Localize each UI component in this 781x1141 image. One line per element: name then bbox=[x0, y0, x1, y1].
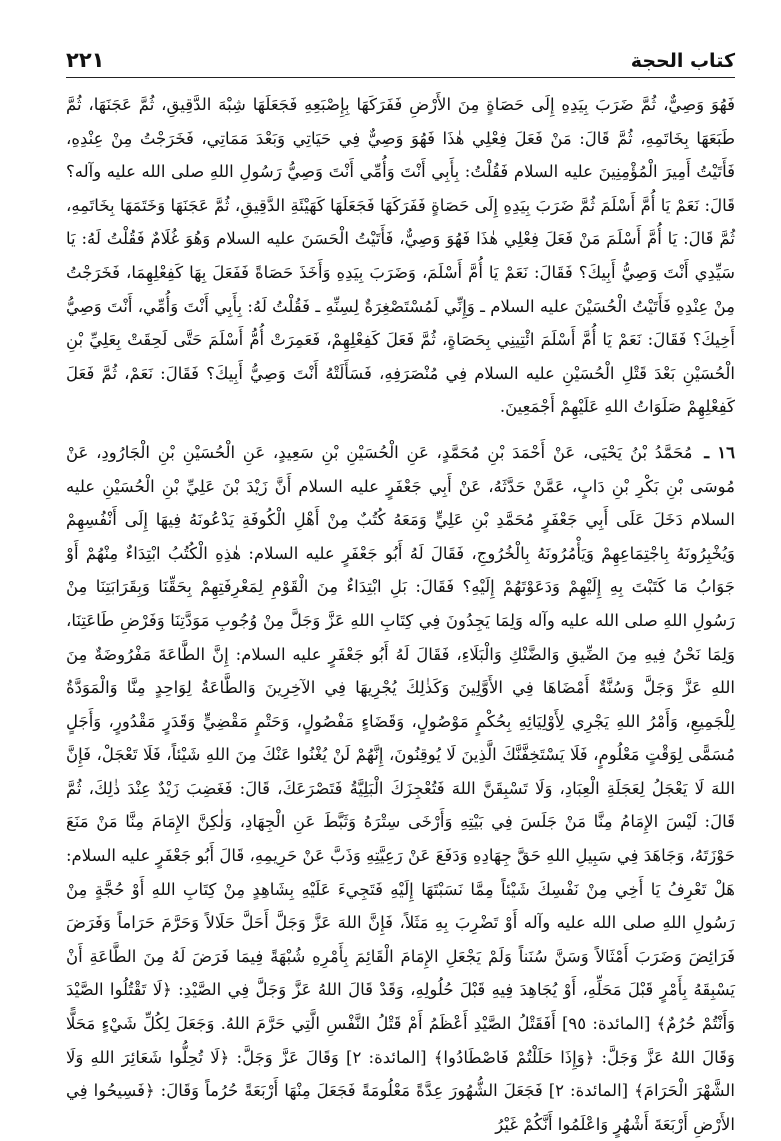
page-number: ٢٢١ bbox=[66, 48, 105, 72]
paragraph-hadith-16 bbox=[66, 436, 735, 1141]
paragraph-continuation bbox=[66, 88, 735, 424]
book-title: كتاب الحجة bbox=[630, 50, 735, 72]
header-rule bbox=[66, 77, 735, 78]
hadith-number: ١٦ ـ bbox=[704, 442, 735, 462]
body-text bbox=[66, 88, 736, 1134]
paragraph-text: فَهُوَ وَصِيٌّ، ثُمَّ ضَرَبَ بِيَدِهِ إِلَى حَصَاةٍ مِنَ الأَرْضِ فَفَرَكَهَا بِإِصْبَعِهِ فَجَعَلَهَا شِبْهَ الدَّقِيقِ، ثُمَّ عَجَنَهَا، ثُمَّ طَبَعَهَا بِخَاتَمِهِ، ثُمَّ قَالَ: مَنْ فَعَلَ فِعْلِي هٰذَا فَهُوَ وَصِيٌّ فِي حَيَاتِي وَبَعْدَ مَمَاتِي، فَخَرَجْتُ مِنْ عِنْدِهِ، فَأَتَيْتُ أَمِيرَ الْمُؤْمِنِينَ عليه السلام فَقُلْتُ: بِأَبِي أَنْتَ وَأُمِّي أَنْتَ وَصِيُّ رَسُولِ اللهِ صلى الله عليه وآله؟ قَالَ: نَعَمْ يَا أُمَّ أَسْلَمَ ثُمَّ ضَرَبَ بِيَدِهِ إِلَى حَصَاةٍ فَفَرَكَهَا فَجَعَلَهَا كَهَيْئَةِ الدَّقِيقِ، ثُمَّ عَجَنَهَا وَخَتَمَهَا بِخَاتَمِهِ، ثُمَّ قَالَ: يَا أُمَّ أَسْلَمَ مَنْ فَعَلَ فِعْلِي هٰذَا فَهُوَ وَصِيٌّ، فَأَتَيْتُ الْحَسَنَ عليه السلام وَهُوَ غُلَامٌ فَقُلْتُ لَهُ: يَا سَيِّدِي أَنْتَ وَصِيُّ أَبِيكَ؟ فَقَالَ: نَعَمْ يَا أُمَّ أَسْلَمَ، وَضَرَبَ بِيَدِهِ وَأَخَذَ حَصَاةً فَفَعَلَ بِهَا كَفِعْلِهِمَا، فَخَرَجْتُ مِنْ عِنْدِهِ فَأَتَيْتُ الْحُسَيْنَ عليه السلام ـ وَإِنِّي لَمُسْتَصْغِرَةٌ لِسِنِّهِ ـ فَقُلْتُ لَهُ: بِأَبِي أَنْتَ وَأُمِّي، أَنْتَ وَصِيُّ أَخِيكَ؟ فَقَالَ: نَعَمْ يَا أُمَّ أَسْلَمَ ائْتِينِي بِحَصَاةٍ، ثُمَّ فَعَلَ كَفِعْلِهِمْ، فَعَمِرَتْ أُمُّ أَسْلَمَ حَتَّى لَحِقَتْ بِعَلِيِّ بْنِ الْحُسَيْنِ بَعْدَ قَتْلِ الْحُسَيْنِ عليه السلام فِي مُنْصَرَفِهِ، فَسَأَلَتْهُ أَنْتَ وَصِيُّ أَبِيكَ؟ فَقَالَ: نَعَمْ، ثُمَّ فَعَلَ كَفِعْلِهِمْ صَلَوَاتُ اللهِ عَلَيْهِمْ أَجْمَعِينَ. bbox=[66, 95, 735, 417]
paragraph-text: مُحَمَّدُ بْنُ يَحْيَى، عَنْ أَحْمَدَ بْنِ مُحَمَّدٍ، عَنِ الْحُسَيْنِ بْنِ سَعِيدٍ، عَنِ الْحُسَيْنِ بْنِ الْجَارُودِ، عَنْ مُوسَى بْنِ بَكْرِ بْنِ دَابٍ، عَمَّنْ حَدَّثَهُ، عَنْ أَبِي جَعْفَرٍ عليه السلام أَنَّ زَيْدَ بْنَ عَلِيِّ بْنِ الْحُسَيْنِ عليه السلام دَخَلَ عَلَى أَبِي جَعْفَرٍ مُحَمَّدِ بْنِ عَلِيٍّ وَمَعَهُ كُتُبٌ مِنْ أَهْلِ الْكُوفَةِ يَدْعُونَهُ فِيهَا إِلَى أَنْفُسِهِمْ وَيُخْبِرُونَهُ بِاجْتِمَاعِهِمْ وَيَأْمُرُونَهُ بِالْخُرُوجِ، فَقَالَ لَهُ أَبُو جَعْفَرٍ عليه السلام: هٰذِهِ الْكُتُبُ ابْتِدَاءٌ مِنْهُمْ أَوْ جَوَابُ مَا كَتَبْتَ بِهِ إِلَيْهِمْ وَدَعَوْتَهُمْ إِلَيْهِ؟ فَقَالَ: بَلِ ابْتِدَاءٌ مِنَ الْقَوْمِ لِمَعْرِفَتِهِمْ بِحَقِّنَا وَبِقَرَابَتِنَا مِنْ رَسُولِ اللهِ صلى الله عليه وآله وَلِمَا يَجِدُونَ فِي كِتَابِ اللهِ عَزَّ وَجَلَّ مِنْ وُجُوبِ مَوَدَّتِنَا وَفَرْضِ طَاعَتِنَا، وَلِمَا نَحْنُ فِيهِ مِنَ الضِّيقِ وَالضَّنْكِ وَالْبَلَاءِ، فَقَالَ لَهُ أَبُو جَعْفَرٍ عليه السلام: إِنَّ الطَّاعَةَ مَفْرُوضَةٌ مِنَ اللهِ عَزَّ وَجَلَّ وَسُنَّةٌ أَمْضَاهَا فِي الأَوَّلِينَ وَكَذٰلِكَ يُجْرِيهَا فِي الآخِرِينَ وَالطَّاعَةُ لِوَاحِدٍ مِنَّا وَالْمَوَدَّةُ لِلْجَمِيعِ، وَأَمْرُ اللهِ يَجْرِي لِأَوْلِيَائِهِ بِحُكْمٍ مَوْصُولٍ، وَقَضَاءٍ مَفْصُولٍ، وَحَتْمٍ مَقْضِيٍّ وَقَدَرٍ مَقْدُورٍ، وَأَجَلٍ مُسَمًّى لِوَقْتٍ مَعْلُومٍ، فَلَا يَسْتَخِفَّنَّكَ الَّذِينَ لَا يُوقِنُونَ، إِنَّهُمْ لَنْ يُغْنُوا عَنْكَ مِنَ اللهِ شَيْئاً، فَلَا تَعْجَلْ، فَإِنَّ اللهَ لَا يَعْجَلُ لِعَجَلَةِ الْعِبَادِ، وَلَا تَسْبِقَنَّ اللهَ فَتُعْجِزَكَ الْبَلِيَّةُ فَتَصْرَعَكَ، قَالَ: فَغَضِبَ زَيْدٌ عِنْدَ ذٰلِكَ، ثُمَّ قَالَ: لَيْسَ الإِمَامُ مِنَّا مَنْ جَلَسَ فِي بَيْتِهِ وَأَرْخَى سِتْرَهُ وَثَبَّطَ عَنِ الْجِهَادِ، وَلٰكِنَّ الإِمَامَ مِنَّا مَنْ مَنَعَ حَوْزَتَهُ، وَجَاهَدَ فِي سَبِيلِ اللهِ حَقَّ جِهَادِهِ وَدَفَعَ عَنْ رَعِيَّتِهِ وَذَبَّ عَنْ حَرِيمِهِ، قَالَ أَبُو جَعْفَرٍ عليه السلام: هَلْ تَعْرِفُ يَا أَخِي مِنْ نَفْسِكَ شَيْئاً مِمَّا نَسَبْتَهَا إِلَيْهِ فَتَجِيءَ عَلَيْهِ بِشَاهِدٍ مِنْ كِتَابِ اللهِ أَوْ حُجَّةٍ مِنْ رَسُولِ اللهِ صلى الله عليه وآله أَوْ تَضْرِبَ بِهِ مَثَلاً، فَإِنَّ اللهَ عَزَّ وَجَلَّ أَحَلَّ حَلَالاً وَحَرَّمَ حَرَاماً وَفَرَضَ فَرَائِضَ وَضَرَبَ أَمْثَالاً وَسَنَّ سُنَناً وَلَمْ يَجْعَلِ الإِمَامَ الْقَائِمَ بِأَمْرِهِ شُبْهَةً فِيمَا فَرَضَ لَهُ مِنَ الطَّاعَةِ أَنْ يَسْبِقَهُ بِأَمْرٍ قَبْلَ مَحَلِّهِ، أَوْ يُجَاهِدَ فِيهِ قَبْلَ حُلُولِهِ، وَقَدْ قَالَ اللهُ عَزَّ وَجَلَّ فِي الصَّيْدِ: ﴿لَا تَقْتُلُوا الصَّيْدَ وَأَنْتُمْ حُرُمٌ﴾ [المائدة: ٩٥] أَفَقَتْلُ الصَّيْدِ أَعْظَمُ أَمْ قَتْلُ النَّفْسِ الَّتِي حَرَّمَ اللهُ. وَجَعَلَ لِكُلِّ شَيْءٍ مَحَلًّا وَقَالَ اللهُ عَزَّ وَجَلَّ: ﴿وَإِذَا حَلَلْتُمْ فَاصْطَادُوا﴾ [المائدة: ٢] وَقَالَ عَزَّ وَجَلَّ: ﴿لَا تُحِلُّوا شَعَائِرَ اللهِ وَلَا الشَّهْرَ الْحَرَامَ﴾ [المائدة: ٢] فَجَعَلَ الشُّهُورَ عِدَّةً مَعْلُومَةً فَجَعَلَ مِنْهَا أَرْبَعَةً حُرُماً وَقَالَ: ﴿فَسِيحُوا فِي الأَرْضِ أَرْبَعَةَ أَشْهُرٍ وَاعْلَمُوا أَنَّكُمْ غَيْرُ bbox=[66, 442, 736, 1134]
page-header bbox=[66, 46, 735, 72]
